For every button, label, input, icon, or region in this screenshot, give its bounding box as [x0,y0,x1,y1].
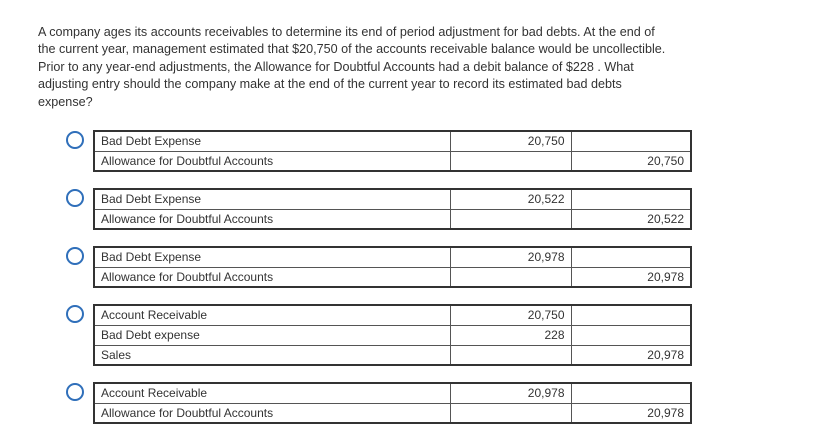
debit-amount: 20,978 [450,383,571,403]
account-name: Account Receivable [94,305,450,325]
debit-amount: 20,750 [450,131,571,151]
journal-entry-row [94,151,691,171]
credit-amount: 20,978 [571,267,691,287]
debit-amount [450,209,571,229]
account-name: Bad Debt Expense [94,131,450,151]
journal-entry-row [94,209,691,229]
journal-entry-row [94,305,691,325]
radio-button-3[interactable] [66,247,84,265]
journal-entry-table [93,188,692,230]
journal-entry-row [94,383,691,403]
credit-amount [571,247,691,267]
journal-entry-row [94,131,691,151]
debit-amount: 20,750 [450,305,571,325]
journal-entry-table [93,382,692,424]
journal-entry-row [94,325,691,345]
debit-amount: 20,978 [450,247,571,267]
journal-entry-row [94,189,691,209]
radio-button-2[interactable] [66,189,84,207]
credit-amount [571,189,691,209]
account-name: Bad Debt expense [94,325,450,345]
radio-button-4[interactable] [66,305,84,323]
journal-entry-row [94,267,691,287]
journal-entry-row [94,345,691,365]
account-name: Account Receivable [94,383,450,403]
question-text: A company ages its accounts receivables to determine its end of period adjustment for bad debts. At the end of the current year, management estimated that $20,750 of the accounts receivable balance would be uncollectible. Prior to any year-end adjustments, the Allowance for Doubtful Accounts had a debit balance of $228 . What adjusting entry should the company make at the end of the current year to record its estimated bad debts expense? [38,25,666,109]
account-name: Allowance for Doubtful Accounts [94,403,450,423]
debit-amount [450,345,571,365]
journal-entry-table [93,130,692,172]
journal-entry-table [93,246,692,288]
debit-amount [450,267,571,287]
debit-amount [450,151,571,171]
credit-amount: 20,978 [571,345,691,365]
journal-entry-row [94,403,691,423]
credit-amount: 20,978 [571,403,691,423]
account-name: Allowance for Doubtful Accounts [94,267,450,287]
debit-amount: 228 [450,325,571,345]
account-name: Bad Debt Expense [94,189,450,209]
account-name: Bad Debt Expense [94,247,450,267]
debit-amount: 20,522 [450,189,571,209]
radio-button-5[interactable] [66,383,84,401]
credit-amount [571,383,691,403]
account-name: Allowance for Doubtful Accounts [94,151,450,171]
credit-amount [571,305,691,325]
credit-amount: 20,750 [571,151,691,171]
debit-amount [450,403,571,423]
credit-amount: 20,522 [571,209,691,229]
credit-amount [571,131,691,151]
account-name: Sales [94,345,450,365]
credit-amount [571,325,691,345]
journal-entry-row [94,247,691,267]
account-name: Allowance for Doubtful Accounts [94,209,450,229]
radio-button-1[interactable] [66,131,84,149]
journal-entry-table [93,304,692,366]
